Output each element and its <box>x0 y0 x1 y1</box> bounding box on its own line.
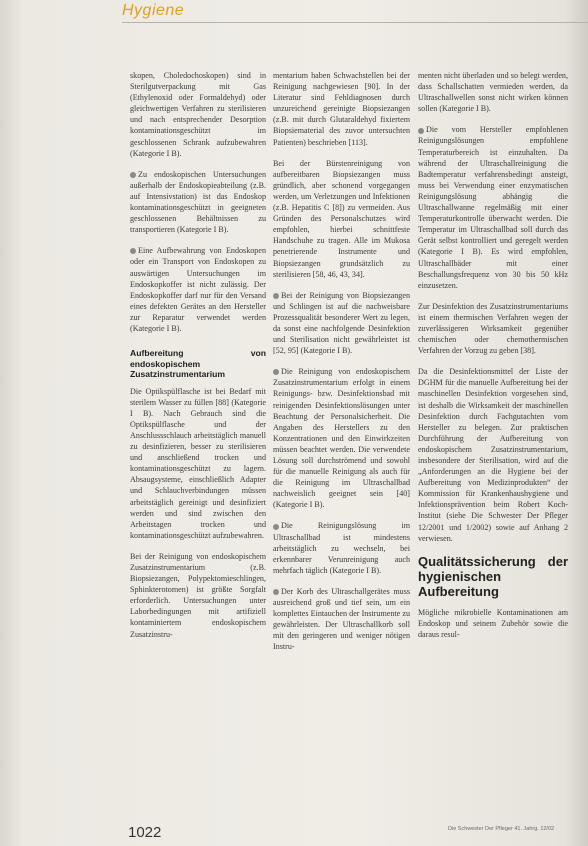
paragraph: mentarium haben Schwachstellen bei der Reinigung nachgewiesen [90]. In der Literatur sind Fehldiagnosen durch unzureichend gereinigte Biopsiezangen (z.B. mit durch Glutaraldehyd fixiertem Biopsiematerial des zuvor untersuchten Patienten) beschrieben [113]. <box>273 71 410 147</box>
paragraph-text: Die Reinigungslösung im Ultraschallbad ist mindestens arbeitstäglich zu wechseln, bei erkennbarer Verunreinigung auch mehrfach täglich (Kategorie I B). <box>273 521 410 575</box>
bullet-paragraph <box>418 124 568 290</box>
paragraph: Da die Desinfektionsmittel der Liste der DGHM für die manuelle Aufbereitung bei der maschinellen Desinfektion vorgesehen sind, ist deshalb die Wirksamkeit der maschinellen Desinfektion durch Fachgutachten vom Hersteller zu belegen. Zur praktischen Durchführung der Aufbereitung von endoskopischem Zusatzinstrumentarium, insbesondere der Sterilisation, wird auf die „Anforderungen an die Hygiene bei der Aufbereitung von Medizinprodukten“ der Kommission für Krankenhaushygiene und Infektionsprävention beim Robert Koch-Institut (siehe Die Schwester Der Pfleger 12/2001 und 1/2002) sowie auf Anhang 2 verwiesen. <box>418 367 568 543</box>
bullet-icon <box>130 248 136 254</box>
paragraph-text: Eine Aufbewahrung von Endoskopen oder ein Transport von Endoskopen zu auswärtigen Untersuchungen im Endoskopkoffer ist nicht zulässig. Der Endoskopkoffer darf nur für den Versand eines defekten Gerätes an den Hersteller zur Reparatur verwendet werden (Kategorie I B). <box>130 246 266 333</box>
paragraph: Bei der Reinigung von endoskopischem Zusatzinstrumentarium (z.B. Biopsiezangen, Polypektomieschlingen, Sphinkterotomen) ist größte Sorgfalt erforderlich. Untersuchungen unter Laborbedingungen mit artifiziell kontaminiertem endoskopischem Zusatzinstru- <box>130 551 266 639</box>
header-divider <box>122 22 588 23</box>
paragraph-text: Der Korb des Ultraschallgerätes muss ausreichend groß und tief sein, um ein komplettes Eintauchen der Instrumente zu gewährleisten. Der Ultraschallkorb soll mit den geringeren und weniger nötigen Instru- <box>273 586 410 652</box>
paragraph: Zur Desinfektion des Zusatzinstrumentariums ist einem thermischen Verfahren wegen der zuverlässigeren Wirksamkeit gegenüber chemischen oder chemothermischen Verfahren der Vorzug zu geben [38]. <box>418 301 568 356</box>
section-header: Hygiene <box>122 2 185 19</box>
bullet-icon <box>273 369 279 375</box>
bullet-paragraph <box>273 586 410 653</box>
paragraph: skopen, Choledochoskopen) sind in Sterilgutverpackung mit Gas (Ethylenoxid oder Formaldehyd) oder gleichwertigen Verfahren zu sterilisieren und nach entsprechender Desorption kontaminationsgeschützt im geschlossenen Schrank aufzubewahren (Kategorie I B). <box>130 71 266 158</box>
paragraph: Bei der Bürstenreinigung von aufbereitbaren Biopsiezangen muss gründlich, aber schonend vorgegangen werden, um Verletzungen und Infektionen (z.B. Hepatitis C [8]) zu vermeiden. Aus Gründen des Personalschutzes wird empfohlen, hierbei schnittfeste Handschuhe zu tragen. Alle im Mukosa penetrierende Instrumente und Biopsiezangen grundsätzlich zu sterilisieren [58, 46, 43, 34]. <box>273 158 410 279</box>
paragraph: Die Optikspülflasche ist bei Bedarf mit sterilem Wasser zu füllen [88] (Kategorie I B). Nach Gebrauch sind die Optikspülflasche und der Anschlussschlauch arbeitstäglich manuell zu desinfizieren, besser zu sterilisieren und anschließend trocken und kontaminationsgeschützt zu lagern. Absaugsysteme, einschließlich Adapter und Schlauchverbindungen müssen arbeitstäglich gereinigt und desinfiziert werden und sind zwischen den Arbeitstagen trocken und kontaminationsgeschützt aufzubewahren. <box>130 386 266 540</box>
paragraph: menten nicht überladen und so belegt werden, dass Schallschatten vermieden werden, da Ultraschallwellen sonst nicht wirken können sollen (Kategorie I B). <box>418 71 568 114</box>
bullet-icon <box>130 172 136 178</box>
bullet-paragraph <box>273 366 410 510</box>
paragraph-text: Die Reinigung von endoskopischem Zusatzinstrumentarium erfolgt in einem Reinigungs- bzw. Desinfektionsbad mit reinigenden Desinfektionslösungen unter Beachtung der Personalsicherheit. Die Angaben des Herstellers zu den Konzentrationen und den Einwirkzeiten müssen beachtet werden. Die verwendete Lösung soll durchströmend und sowohl für die manuelle Reinigung als auch für die Reinigung im Ultraschallbad nachweislich geeignet sein [40] (Kategorie I B). <box>273 367 410 510</box>
bullet-paragraph <box>130 169 266 236</box>
section-heading-large: Qualitätssicherung der hygienischen Aufbereitung <box>418 553 568 599</box>
paragraph: Mögliche mikrobielle Kontaminationen am Endoskop und seinem Zubehör sowie die daraus resul- <box>418 607 568 639</box>
bullet-icon <box>418 128 424 134</box>
bullet-icon <box>273 524 279 530</box>
text-column-2 <box>273 70 410 663</box>
footer-publication: Die Schwester Der Pfleger 41. Jahrg. 12/02 <box>448 826 555 832</box>
bullet-icon <box>273 293 279 299</box>
page-number: 1022 <box>128 824 162 841</box>
paragraph-text: Zu endoskopischen Untersuchungen außerhalb der Endoskopieabteilung (z.B. auf Intensivstation) ist das Endoskop kontaminationsgeschützt in geeigneten geschlossenen Behältnissen zu transportieren (Kategorie I B). <box>130 169 266 235</box>
paragraph-text: Bei der Reinigung von Biopsiezangen und Schlingen ist auf die nachweisbare Prozessqualität besonderer Wert zu legen, da sonst eine nachfolgende Desinfektion und Sterilisation nicht gewährleistet ist [52, 95] (Kategorie I B). <box>273 290 410 356</box>
bullet-icon <box>273 589 279 595</box>
text-column-1 <box>130 70 266 650</box>
bullet-paragraph <box>273 290 410 357</box>
bullet-paragraph <box>130 245 266 334</box>
bullet-paragraph <box>273 520 410 575</box>
paragraph-text: Die vom Hersteller empfohlenen Reinigungslösungen empfohlene Temperaturbereich ist einzuhalten. Da während der Ultraschallreinigung die Badtemperatur verfahrensbedingt ansteigt, muss bei Verwendung einer enzymatischen Reinigungslösung abhängig die Ultraschallwanne regelmäßig mit einer Temperaturkontrolle überwacht werden. Die Temperatur im Ultraschallbad soll durch das Gerät selbst kontrolliert und geregelt werden (Kategorie I B). Es wird empfohlen, Ultraschallbäder mit einer Beschallungsfrequenz von 30 bis 50 kHz einzusetzen. <box>418 125 568 290</box>
text-column-3 <box>418 70 568 650</box>
section-heading: Aufbereitung von endoskopischem Zusatzinstrumentarium <box>130 348 266 380</box>
